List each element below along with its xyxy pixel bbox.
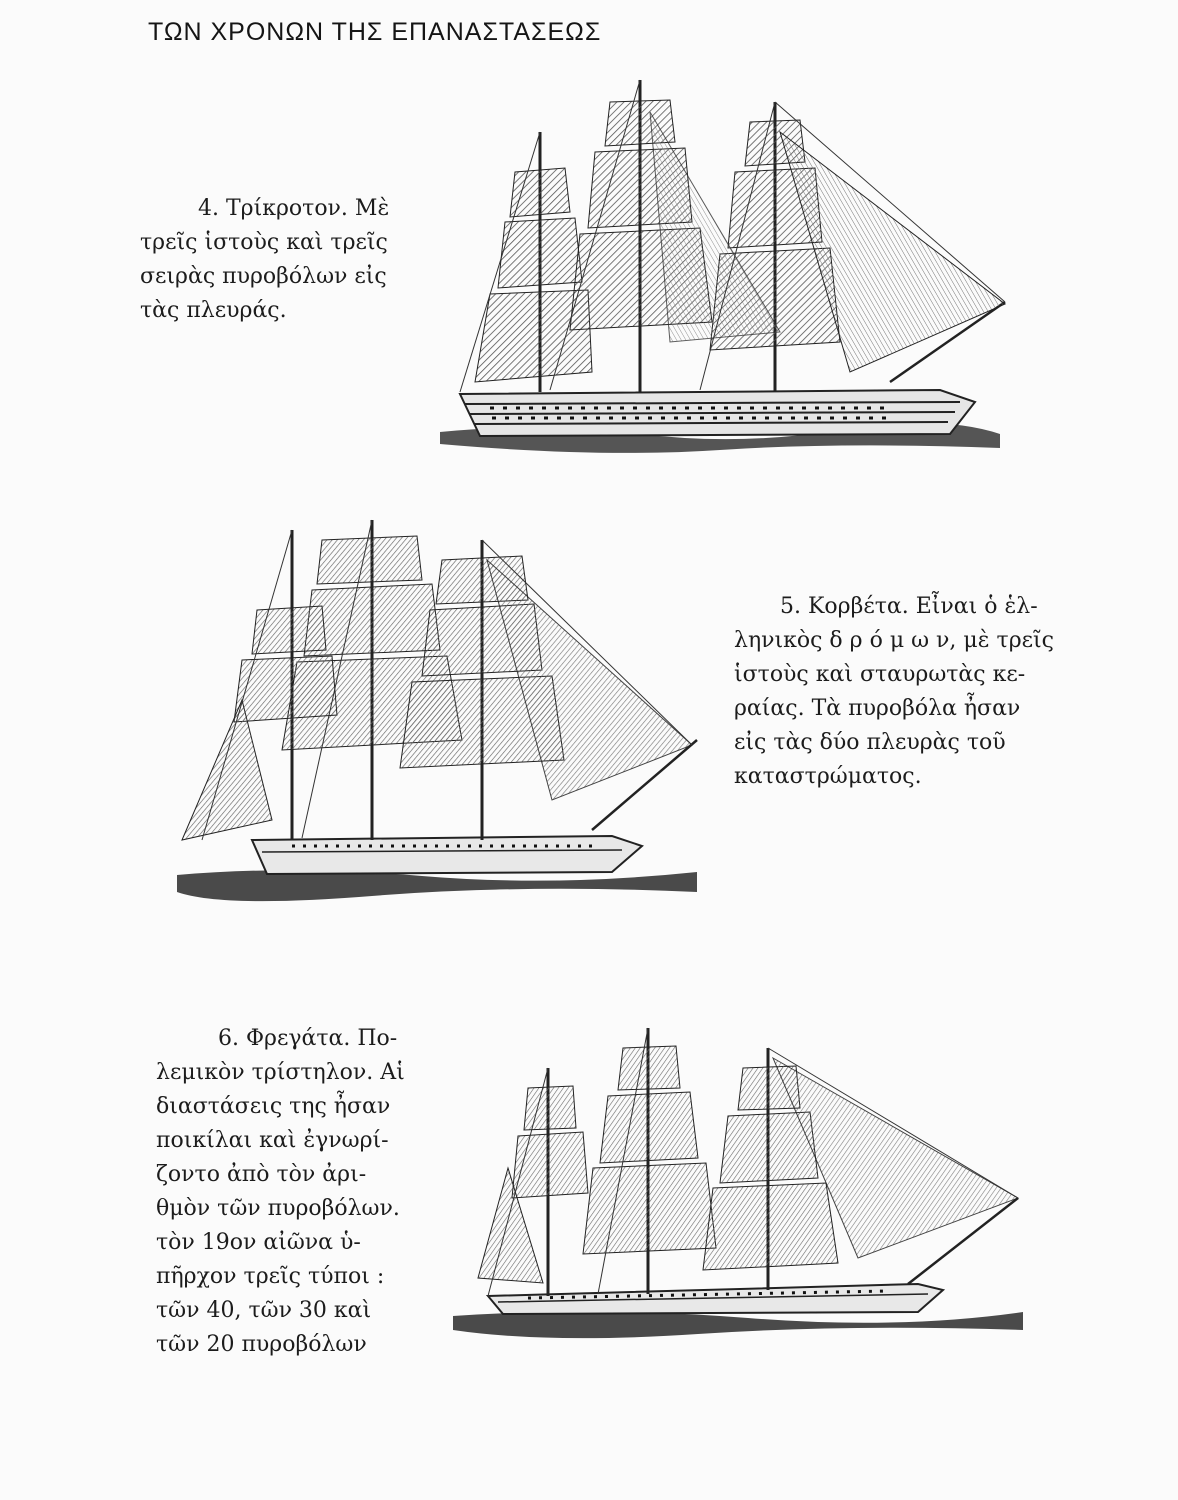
corvette-ship-illustration <box>172 500 702 915</box>
caption-frigate <box>156 1022 405 1362</box>
caption-line: τὰς πλευράς. <box>140 298 287 323</box>
caption-line: τὸν 19ον αἰῶνα ὑ- <box>156 1230 361 1255</box>
caption-line: ληνικὸς δ ρ ό μ ω ν, μὲ τρεῖς <box>734 628 1054 653</box>
running-head: ΤΩΝ ΧΡΟΝΩΝ ΤΗΣ ΕΠΑΝΑΣΤΑΣΕΩΣ <box>148 18 602 46</box>
caption-line: 6. Φρεγάτα. Πο- <box>218 1026 398 1051</box>
caption-line: τρεῖς ἱστοὺς καὶ τρεῖς <box>140 230 388 255</box>
caption-line: θμὸν τῶν πυροβόλων. <box>156 1196 400 1221</box>
caption-line: ζοντο ἀπὸ τὸν ἀρι- <box>156 1162 367 1187</box>
caption-line: πῆρχον τρεῖς τύποι : <box>156 1264 385 1289</box>
caption-line: λεμικὸν τρίστηλον. Αἱ <box>156 1060 405 1085</box>
caption-line: ἱστοὺς καὶ σταυρωτὰς κε- <box>734 662 1026 687</box>
frigate-ship-illustration <box>448 1008 1028 1348</box>
caption-line: τῶν 20 πυροβόλων <box>156 1332 367 1357</box>
caption-line: τῶν 40, τῶν 30 καὶ <box>156 1298 372 1323</box>
caption-line: εἰς τὰς δύο πλευρὰς τοῦ <box>734 730 1006 755</box>
caption-line: ποικίλαι καὶ ἐγνωρί- <box>156 1128 389 1153</box>
caption-line: καταστρώματος. <box>734 764 922 789</box>
caption-line: 4. Τρίκροτον. Μὲ <box>198 196 390 221</box>
caption-line: διαστάσεις της ἦσαν <box>156 1094 391 1119</box>
caption-corvette <box>734 590 1054 794</box>
caption-line: ραίας. Τὰ πυροβόλα ἦσαν <box>734 696 1021 721</box>
caption-line: 5. Κορβέτα. Εἶναι ὁ ἑλ- <box>780 594 1038 619</box>
caption-three-decker <box>140 192 389 328</box>
caption-line: σειρὰς πυροβόλων εἰς <box>140 264 387 289</box>
three-decker-ship-illustration <box>420 72 1010 462</box>
